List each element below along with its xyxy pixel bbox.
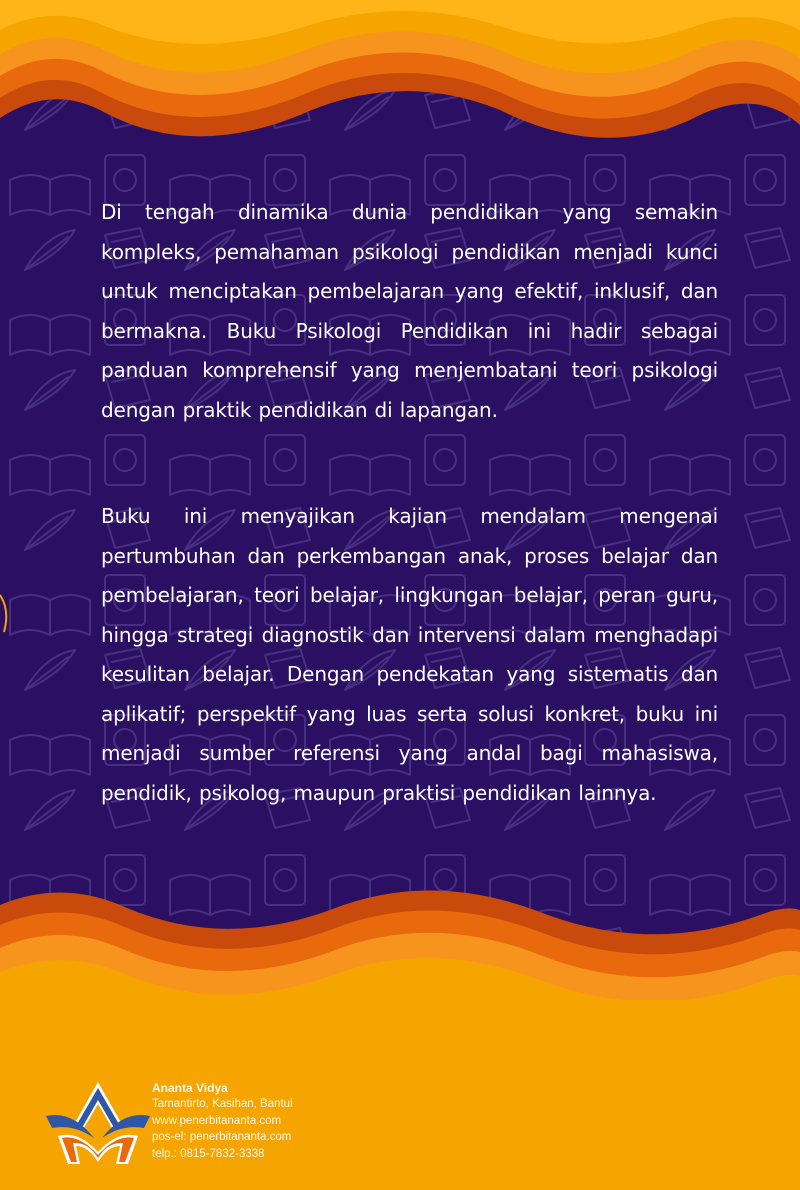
back-cover-blurb bbox=[101, 193, 718, 813]
publisher-name: Ananta Vidya bbox=[152, 1081, 228, 1095]
publisher-phone: telp.: 0815-7832-3338 bbox=[152, 1147, 265, 1160]
blurb-paragraph-2: Buku ini menyajikan kajian mendalam mengenai pertumbuhan dan perkembangan anak, proses belajar dan pembelajaran, teori belajar, lingkungan belajar, peran guru, hingga strategi diagnostik dan intervensi dalam menghadapi kesulitan belajar. Dengan pendekatan yang sistematis dan aplikatif; perspektif yang luas serta solusi konkret, buku ini menjadi sumber referensi yang andal bagi mahasiswa, pendidik, psikolog, maupun praktisi pendidikan lainnya. bbox=[101, 504, 718, 805]
publisher-website: www.penerbitananta.com bbox=[152, 1114, 282, 1127]
publisher-email: pos-el: penerbitananta.com bbox=[152, 1131, 292, 1144]
blurb-paragraph-1: Di tengah dinamika dunia pendidikan yang semakin kompleks, pemahaman psikologi pendidikan menjadi kunci untuk menciptakan pembelajaran yang efektif, inklusif, dan bermakna. Buku Psikologi Pendidikan ini hadir sebagai panduan komprehensif yang menjembatani teori psikologi dengan praktik pendidikan di lapangan. bbox=[101, 200, 718, 422]
publisher-address: Tamantirto, Kasihan, Bantul bbox=[152, 1098, 293, 1111]
publisher-info bbox=[44, 1072, 344, 1172]
ananta-vidya-logo-icon bbox=[44, 1076, 152, 1168]
publisher-details bbox=[152, 1080, 293, 1162]
